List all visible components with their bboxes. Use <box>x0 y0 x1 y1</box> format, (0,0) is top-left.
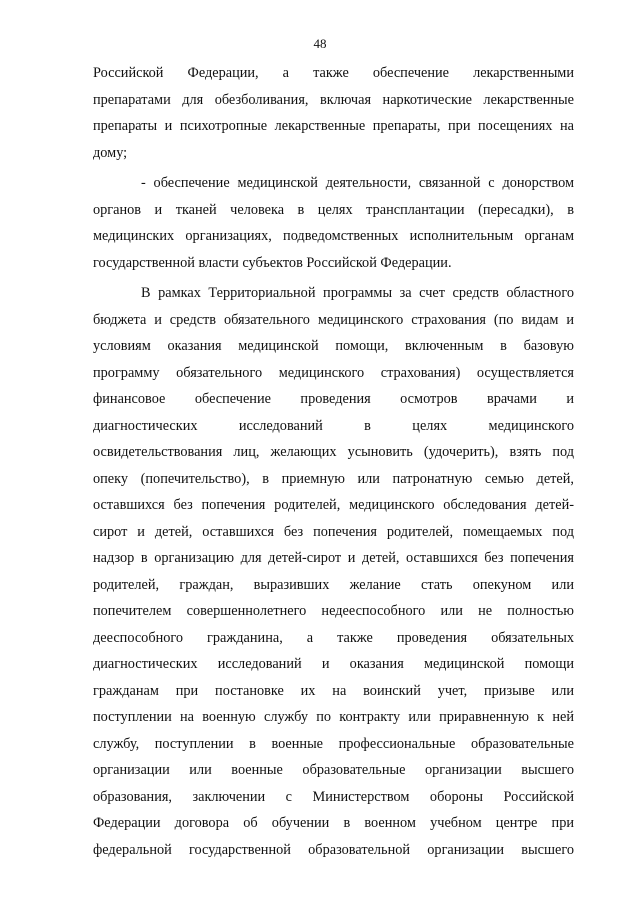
text-line: федеральной государственной образовательной организации высшего <box>93 841 574 858</box>
text-line: образования, заключении с Министерством обороны Российской <box>93 788 574 805</box>
text-line: Федерации договора об обучении в военном учебном центре при <box>93 815 574 831</box>
text-line: дееспособного гражданина, а также проведения обязательных <box>93 629 574 646</box>
text-line: медицинских организациях, подведомственных исполнительным органам <box>93 228 574 244</box>
page-number: 48 <box>313 36 327 51</box>
text-line: препараты и психотропные лекарственные препараты, при посещениях на <box>93 118 574 134</box>
text-line: службу, поступлении в военные профессиональные образовательные <box>93 735 574 752</box>
text-line: - обеспечение медицинской деятельности, связанной с донорством <box>141 175 574 191</box>
text-line: организации или военные образовательные организации высшего <box>93 762 574 778</box>
text-line: программу обязательного медицинского страхования) осуществляется <box>93 364 574 381</box>
text-line: органов и тканей человека в целях трансплантации (пересадки), в <box>93 201 574 218</box>
text-line: попечителем совершеннолетнего недееспособного или не полностью <box>93 603 574 619</box>
text-line: диагностических исследований в целях медицинского <box>93 417 574 434</box>
text-line: поступлении на военную службу по контракту или приравненную к ней <box>93 709 574 725</box>
text-line: препаратами для обезболивания, включая наркотические лекарственные <box>93 91 574 108</box>
text-line: опеку (попечительство), в приемную или патронатную семью детей, <box>93 470 574 487</box>
text-line: родителей, граждан, выразивших желание стать опекуном или <box>93 576 574 593</box>
text-line: оставшихся без попечения родителей, медицинского обследования детей- <box>93 497 574 513</box>
text-line: диагностических исследований и оказания медицинской помощи <box>93 656 574 672</box>
text-line: сирот и детей, оставшихся без попечения родителей, помещаемых под <box>93 523 574 540</box>
text-line: гражданам при постановке их на воинский учет, призыве или <box>93 682 574 699</box>
text-line: дому; <box>93 144 128 161</box>
text-line: В рамках Территориальной программы за счет средств областного <box>141 285 574 301</box>
text-line: освидетельствования лиц, желающих усыновить (удочерить), взять под <box>93 444 574 460</box>
text-line: финансовое обеспечение проведения осмотров врачами и <box>93 391 574 407</box>
text-line: условиям оказания медицинской помощи, включенным в базовую <box>93 338 574 354</box>
text-line: надзор в организацию для детей-сирот и детей, оставшихся без попечения <box>93 550 574 566</box>
body-text <box>93 60 574 863</box>
text-line: бюджета и средств обязательного медицинского страхования (по видам и <box>93 311 574 328</box>
text-line: Российской Федерации, а также обеспечение лекарственными <box>93 65 574 81</box>
text-line: государственной власти субъектов Российской Федерации. <box>93 254 452 271</box>
